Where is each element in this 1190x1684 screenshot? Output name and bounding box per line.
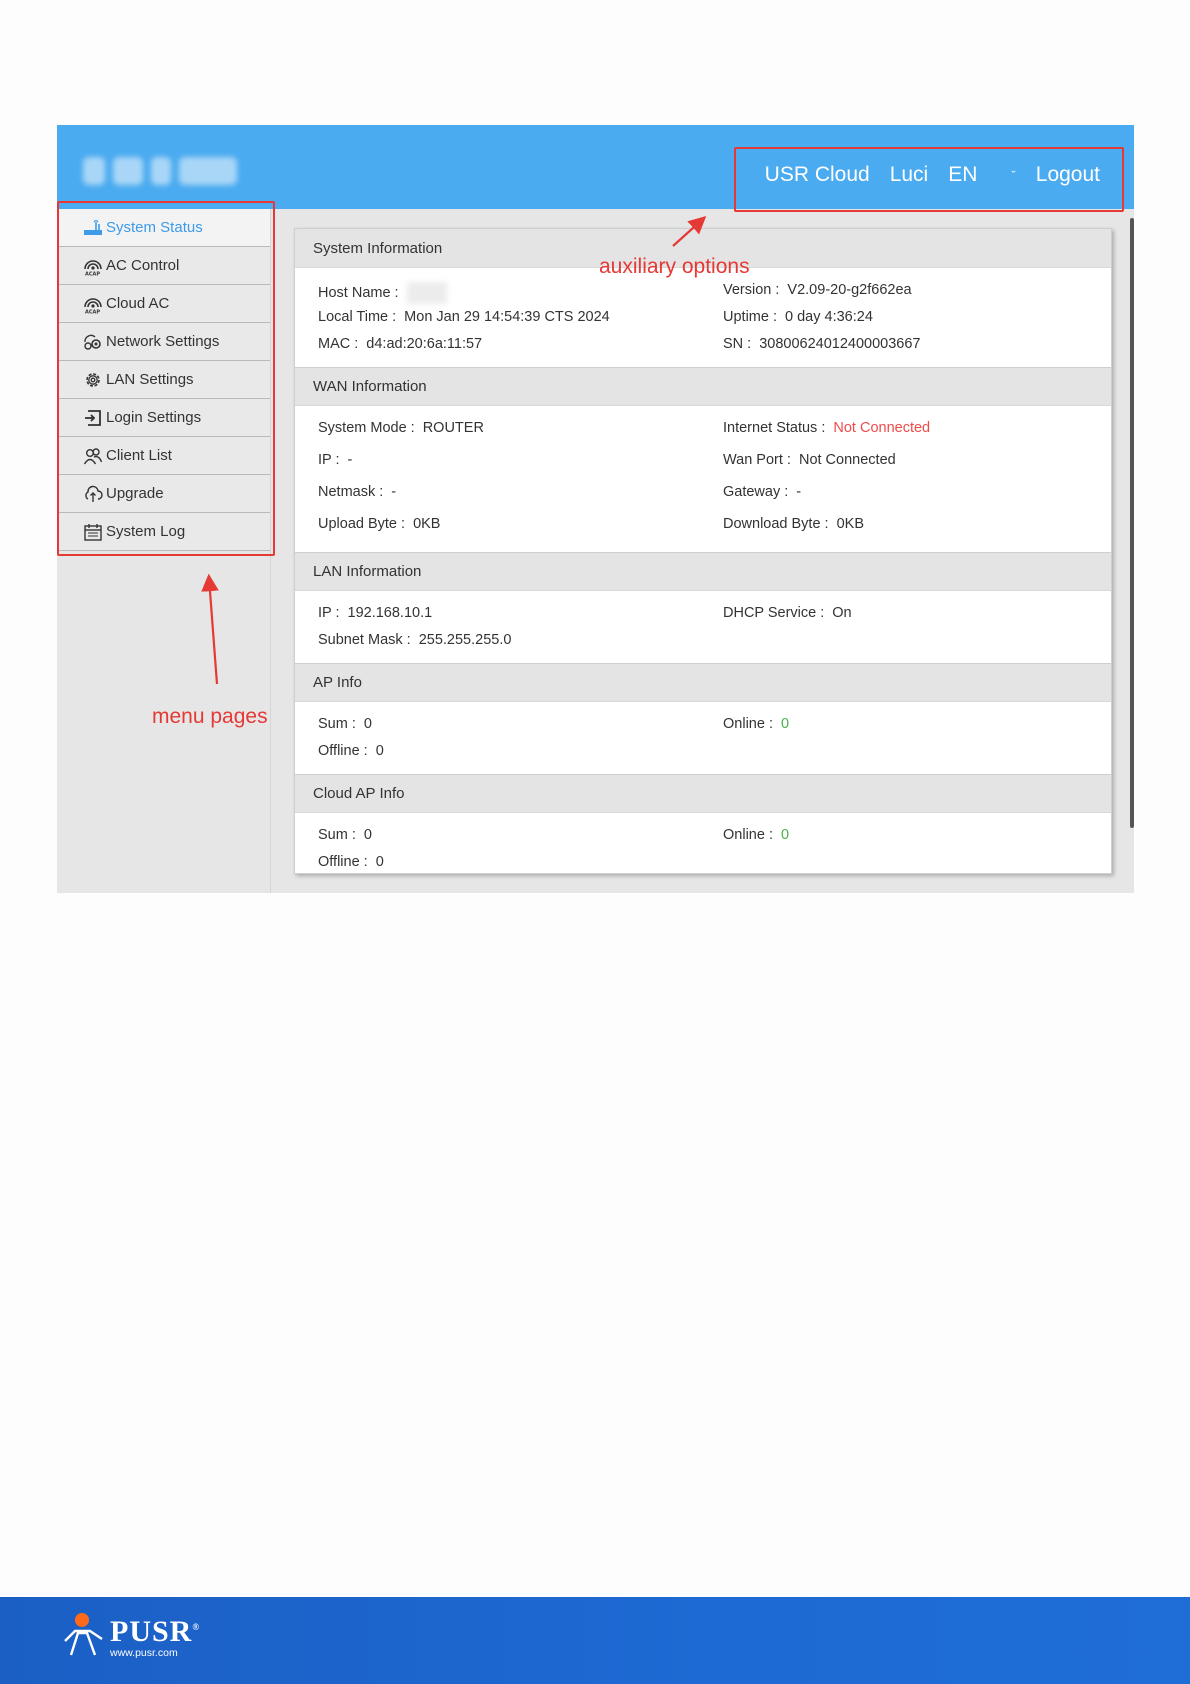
sn-label: SN : [723,336,752,352]
language-select[interactable]: EN [948,163,978,186]
table-row [295,628,1111,655]
wan-info-body [295,406,1111,552]
system-info-body [295,268,1111,367]
svg-text:ACAP: ACAP [85,271,101,276]
pusr-logo-icon [62,1611,106,1659]
dhcp-value: On [832,605,852,621]
brand-name: PUSR® [110,1614,201,1648]
download-byte-label: Download Byte : [723,516,829,532]
gateway-label: Gateway : [723,484,789,500]
ap-sum-value: 0 [363,716,372,732]
ap-info-body [295,702,1111,774]
auxiliary-options-highlight [734,147,1124,212]
menu-pages-highlight [57,201,275,556]
lan-ip-value: 192.168.10.1 [347,605,433,621]
sidebar-item-label: Cloud AC [106,295,170,312]
system-info-header: System Information [295,229,1111,268]
sidebar-item-label: Upgrade [106,485,164,502]
gateway-value: - [796,484,802,500]
wan-ip-value: - [347,452,353,468]
sidebar-item-label: Client List [106,447,172,464]
cloud-ap-online-value: 0 [780,827,790,843]
cloud-ap-online-label: Online : [723,827,773,843]
mac-label: MAC : [318,336,359,352]
cloud-ap-sum-label: Sum : [318,827,356,843]
table-row [295,712,1111,739]
subnet-value: 255.255.255.0 [418,632,512,648]
dhcp-label: DHCP Service : [723,605,825,621]
version-label: Version : [723,282,780,298]
system-mode-label: System Mode : [318,420,415,436]
sidebar-item-label: LAN Settings [106,371,194,388]
wan-port-label: Wan Port : [723,452,791,468]
wan-ip-label: IP : [318,452,340,468]
table-row [295,601,1111,628]
ap-offline-label: Offline : [318,743,368,759]
logout-button[interactable]: Logout [1035,163,1100,186]
netmask-label: Netmask : [318,484,384,500]
table-row [295,305,1111,332]
table-row [295,850,1111,877]
auxiliary-options-annotation: auxiliary options [599,255,750,278]
table-row [295,332,1111,359]
cloud-ap-info-body [295,813,1111,885]
ap-online-label: Online : [723,716,773,732]
luci-link[interactable]: Luci [889,163,929,186]
sidebar-item-label: System Status [106,219,203,236]
upload-byte-value: 0KB [413,516,441,532]
page-footer [0,1597,1190,1684]
table-row [295,480,1111,512]
usr-cloud-link[interactable]: USR Cloud [764,163,870,186]
sidebar-item-label: Network Settings [106,333,220,350]
table-row [295,448,1111,480]
vertical-scrollbar[interactable] [1130,218,1134,828]
table-row [295,823,1111,850]
blurred-logo [83,157,237,185]
table-row [295,416,1111,448]
cloud-ap-offline-label: Offline : [318,854,368,870]
ap-info-header: AP Info [295,663,1111,702]
sidebar-item-label: System Log [106,523,186,540]
cloud-ap-offline-value: 0 [375,854,384,870]
svg-text:ACAP: ACAP [85,309,101,314]
ap-sum-label: Sum : [318,716,356,732]
lan-info-header: LAN Information [295,552,1111,591]
chevron-down-icon[interactable]: ˇ [1011,167,1016,183]
wan-port-value: Not Connected [798,452,896,468]
cloud-ap-info-header: Cloud AP Info [295,774,1111,813]
version-value: V2.09-20-g2f662ea [787,282,912,298]
menu-pages-annotation: menu pages [152,705,268,728]
cloud-ap-sum-value: 0 [363,827,372,843]
sidebar-item-label: AC Control [106,257,180,274]
local-time-value: Mon Jan 29 14:54:39 CTS 2024 [404,309,610,325]
table-row [295,739,1111,766]
subnet-label: Subnet Mask : [318,632,411,648]
pusr-brand [62,1611,200,1659]
status-panel [294,228,1112,874]
lan-info-body [295,591,1111,663]
sidebar-item-label: Login Settings [106,409,202,426]
wan-info-header: WAN Information [295,367,1111,406]
ap-offline-value: 0 [375,743,384,759]
internet-status-value: Not Connected [833,420,931,436]
netmask-value: - [391,484,397,500]
lan-ip-label: IP : [318,605,340,621]
host-name-redacted [407,282,447,304]
sn-value: 30800624012400003667 [759,336,921,352]
local-time-label: Local Time : [318,309,397,325]
system-mode-value: ROUTER [422,420,484,436]
host-name-label: Host Name : [318,284,399,301]
uptime-label: Uptime : [723,309,777,325]
download-byte-value: 0KB [836,516,865,532]
table-row [295,512,1111,544]
internet-status-label: Internet Status : [723,420,826,436]
uptime-value: 0 day 4:36:24 [785,309,873,325]
mac-value: d4:ad:20:6a:11:57 [366,336,483,352]
ap-online-value: 0 [780,716,790,732]
upload-byte-label: Upload Byte : [318,516,406,532]
table-row [295,278,1111,305]
brand-url: www.pusr.com [110,1646,178,1659]
